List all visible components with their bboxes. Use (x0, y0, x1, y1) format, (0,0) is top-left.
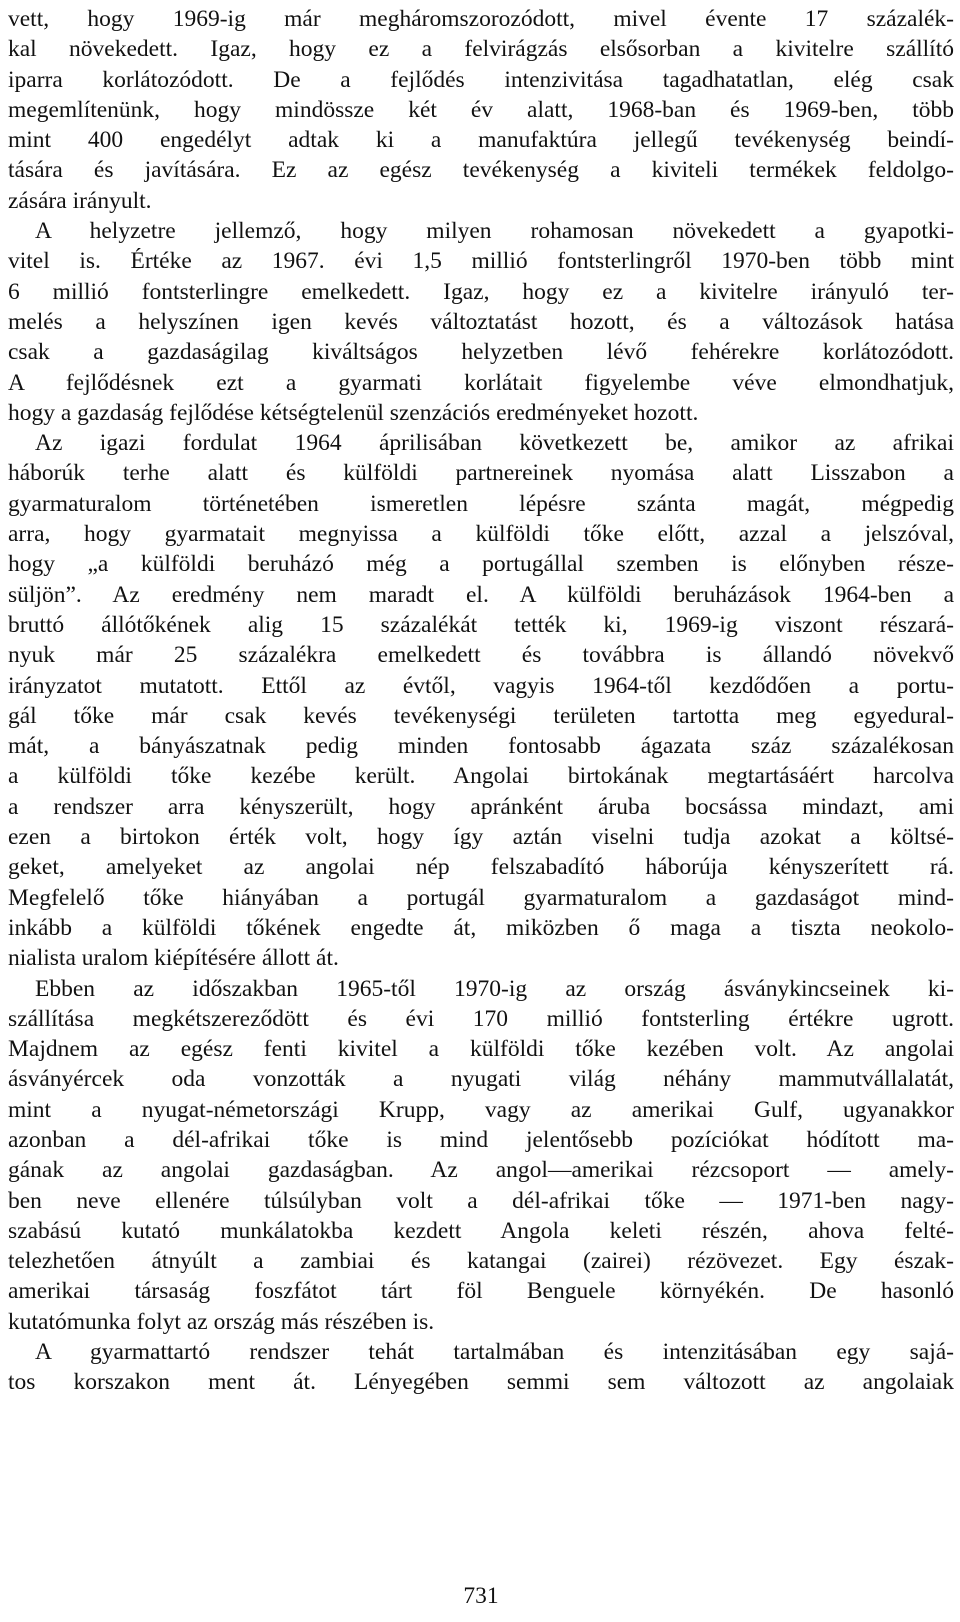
text-line: mát, a bányászatnak pedig minden fontosabb ágazata száz százalékosan (8, 733, 954, 760)
text-line: amerikai társaság foszfátot tárt föl Benguele környékén. De hasonló (8, 1278, 954, 1305)
text-line: gának az angolai gazdaságban. Az angol—amerikai rézcsoport — amely- (8, 1157, 954, 1184)
text-line: szabású kutató munkálatokba kezdett Angola keleti részén, ahova felté- (8, 1217, 954, 1244)
text-line: A fejlődésnek ezt a gyarmati korlátait figyelembe véve elmondhatjuk, (8, 369, 954, 396)
page-number: 731 (463, 1583, 499, 1609)
text-line: gyarmaturalom történetében ismeretlen lépésre szánta magát, mégpedig (8, 490, 954, 517)
paragraph (8, 1337, 954, 1398)
text-line: mint a nyugat-németországi Krupp, vagy az amerikai Gulf, ugyanakkor (8, 1096, 954, 1123)
paragraph (8, 428, 954, 973)
text-line: süljön”. Az eredmény nem maradt el. A külföldi beruházások 1964-ben a (8, 581, 954, 608)
text-line: bruttó állótőkének alig 15 százalékát tették ki, 1969-ig viszont részará- (8, 611, 954, 638)
text-line: a külföldi tőke kezébe került. Angolai birtokának megtartásáért harcolva (8, 763, 954, 790)
text-line: nyuk már 25 százalékra emelkedett és továbbra is állandó növekvő (8, 642, 954, 669)
text-line: szállítása megkétszereződött és évi 170 millió fontsterling értékre ugrott. (8, 1005, 954, 1032)
text-line: mint 400 engedélyt adtak ki a manufaktúra jellegű tevékenység beindí- (8, 127, 954, 154)
text-line: hogy a gazdaság fejlődése kétségtelenül szenzációs eredményeket hozott. (8, 399, 699, 426)
text-line: iparra korlátozódott. De a fejlődés intenzivitása tagadhatatlan, elég csak (8, 66, 954, 93)
text-line: azonban a dél-afrikai tőke is mind jelentősebb pozíciókat hódított ma- (8, 1126, 954, 1153)
text-line: 6 millió fontsterlingre emelkedett. Igaz, hogy ez a kivitelre irányuló ter- (8, 278, 954, 305)
text-line: Megfelelő tőke hiányában a portugál gyarmaturalom a gazdaságot mind- (8, 884, 954, 911)
paragraph (8, 4, 954, 216)
text-line: vett, hogy 1969-ig már megháromszorozódott, mivel évente 17 százalék- (8, 6, 954, 32)
text-line: irányzatot mutatott. Ettől az évtől, vagyis 1964-től kezdődően a portu- (8, 672, 954, 699)
text-line: kal növekedett. Igaz, hogy ez a felvirágzás elsősorban a kivitelre szállító (8, 36, 954, 63)
text-line: gál tőke már csak kevés tevékenységi területen tartotta meg egyedural- (8, 702, 954, 729)
text-line: Ebben az időszakban 1965-től 1970-ig az ország ásványkincseinek ki- (35, 975, 954, 1002)
paragraph (8, 216, 954, 428)
text-line: tos korszakon ment át. Lényegében semmi sem változott az angolaiak (8, 1369, 954, 1396)
text-line: inkább a külföldi tőkének engedte át, miközben ő maga a tiszta neokolo- (8, 914, 954, 941)
body-text (8, 4, 954, 1398)
text-line: kutatómunka folyt az ország más részében is. (8, 1308, 435, 1335)
text-line: arra, hogy gyarmatait megnyissa a külföldi tőke előtt, azzal a jelszóval, (8, 521, 954, 548)
text-line: vitel is. Értéke az 1967. évi 1,5 millió fontsterlingről 1970-ben több mint (8, 248, 954, 275)
text-line: hogy „a külföldi beruházó még a portugállal szemben is előnyben része- (8, 551, 954, 578)
text-line: nialista uralom kiépítésére állott át. (8, 945, 339, 972)
text-line: ezen a birtokon érték volt, hogy így aztán viselni tudja azokat a költsé- (8, 824, 954, 851)
text-line: A helyzetre jellemző, hogy milyen rohamosan növekedett a gyapotki- (35, 218, 954, 245)
text-line: a rendszer arra kényszerült, hogy apránként áruba bocsássa mindazt, ami (8, 793, 954, 820)
text-line: melés a helyszínen igen kevés változtatást hozott, és a változások hatása (8, 308, 954, 335)
text-line: Az igazi fordulat 1964 áprilisában következett be, amikor az afrikai (35, 430, 954, 457)
text-line: csak a gazdaságilag kiváltságos helyzetben lévő fehérekre korlátozódott. (8, 339, 954, 366)
text-line: telezhetően átnyúlt a zambiai és katangai (zairei) rézövezet. Egy észak- (8, 1248, 954, 1275)
text-line: Majdnem az egész fenti kivitel a külföldi tőke kezében volt. Az angolai (8, 1036, 954, 1063)
text-line: geket, amelyeket az angolai nép felszabadító háborúja kényszerített rá. (8, 854, 954, 881)
text-line: ásványércek oda vonzották a nyugati világ néhány mammutvállalatát, (8, 1066, 954, 1093)
text-line: A gyarmattartó rendszer tehát tartalmában és intenzitásában egy sajá- (35, 1339, 954, 1366)
paragraph (8, 974, 954, 1338)
text-line: tására és javítására. Ez az egész tevékenység a kiviteli termékek feldolgo- (8, 157, 954, 184)
text-line: háborúk terhe alatt és külföldi partnereinek nyomása alatt Lisszabon a (8, 460, 954, 487)
text-line: zására irányult. (8, 187, 152, 214)
document-page (6, 0, 956, 1622)
text-line: megemlítenünk, hogy mindössze két év alatt, 1968-ban és 1969-ben, több (8, 96, 954, 123)
text-line: ben neve ellenére túlsúlyban volt a dél-afrikai tőke — 1971-ben nagy- (8, 1187, 954, 1214)
